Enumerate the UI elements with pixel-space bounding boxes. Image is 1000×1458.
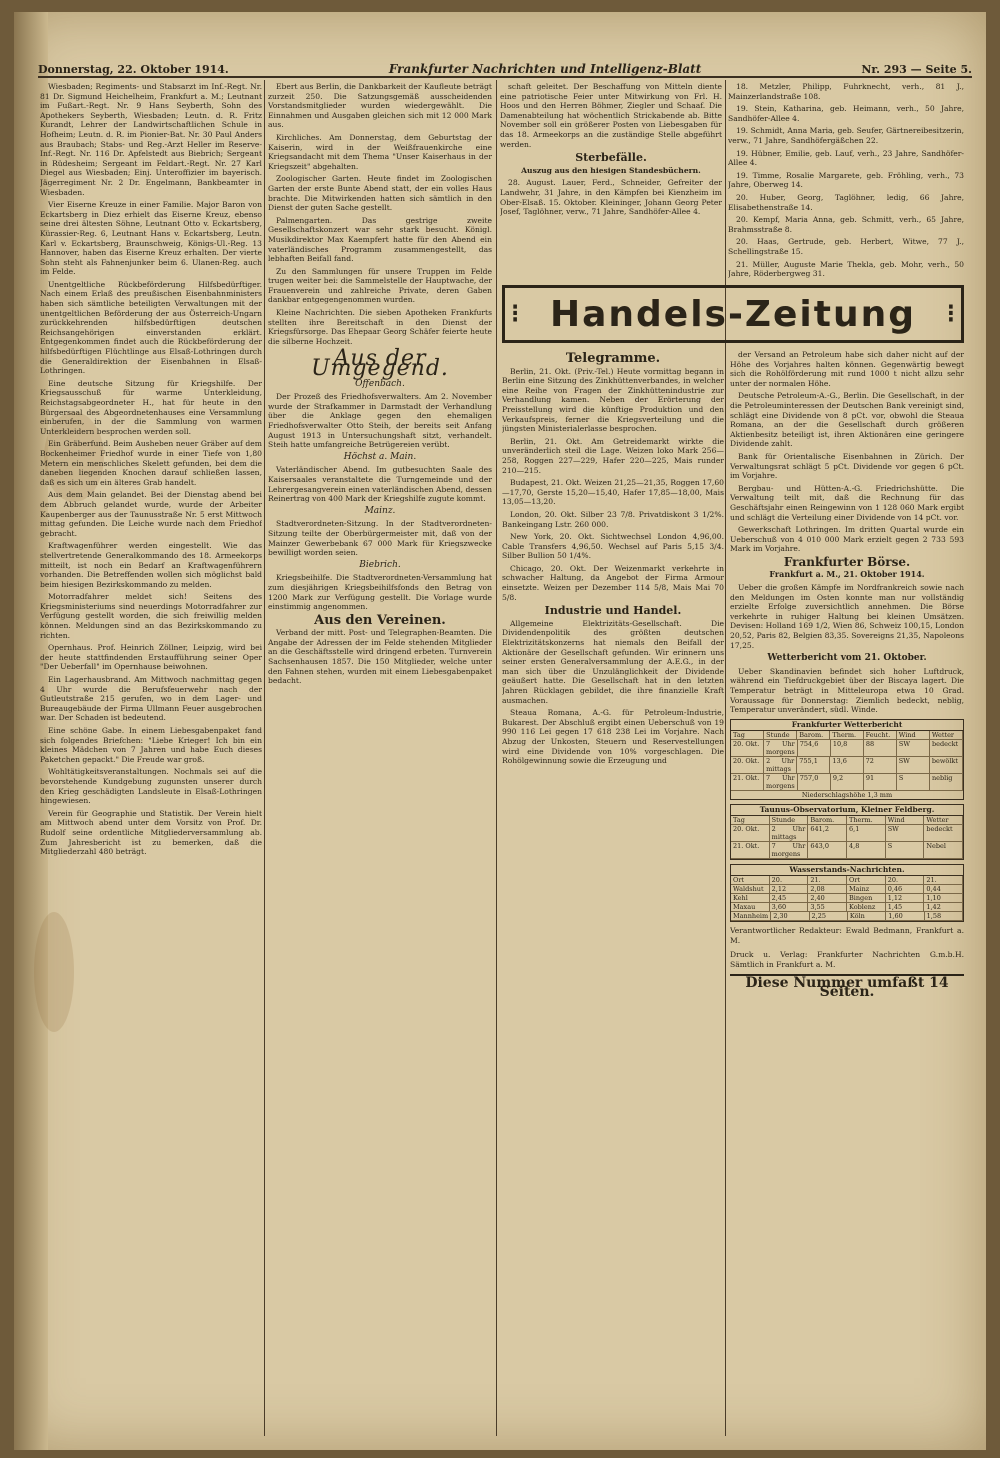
article-paragraph: Eine deutsche Sitzung für Kriegshilfe. Der Kriegsausschuß für warme Unterkleidung, Reichstagsabgeordneter H., hat für heute in den Bürgersaal des Abgeordnetenhauses eine Versammlung einberufen, in der die Sammlung von warmen Unterkleidern besprochen werden soll. [40, 378, 262, 436]
table-title: Frankfurter Wetterbericht [731, 720, 963, 731]
table-header: Wetter [930, 731, 963, 739]
table-cell: Köln [848, 912, 886, 920]
table-cell: 1,45 [886, 903, 925, 911]
table-cell: 1,60 [886, 912, 924, 920]
article-paragraph: Vier Eiserne Kreuze in einer Familie. Major Baron von Eckartsberg in Diez erhielt das Eiserne Kreuz, ebenso seine drei ältesten Söhne, Leutnant Otto v. Eckartsberg, Kürassier-Reg. 6, Leutnant Hans v. Eckartsberg, Leutn. Karl v. Eckartsberg, Braunschweig, Königs-Ul.-Reg. 13 Hannover, haben das Eiserne Kreuz erhalten. Der vierte Sohn steht als Fahnenjunker beim 6. Ulanen-Reg. auch im Felde. [40, 200, 262, 277]
table-cell: 0,46 [886, 885, 925, 893]
article-paragraph: Opernhaus. Prof. Heinrich Zöllner, Leipzig, wird bei der heute stattfindenden Erstaufführung seiner Oper "Der Ueberfall" im Opernhause beiwohnen. [40, 643, 262, 672]
article-paragraph: Ein Lagerhausbrand. Am Mittwoch nachmittag gegen 4 Uhr wurde die Berufsfeuerwehr nach der Gutleutstraße 215 gerufen, wo in dem Lager- und Bureaugebäude der Firma Ullmann Feuer ausgebrochen war. Der Schaden ist bedeutend. [40, 675, 262, 723]
table-cell: Maxau [731, 903, 770, 911]
place-heading: Mainz. [364, 505, 396, 516]
article-paragraph: Budapest, 21. Okt. Weizen 21,25—21,35, Roggen 17,60—17,70, Gerste 15,20—15,40, Hafer 17,85—18,00, Mais 13,05—13,20. [502, 478, 724, 507]
table-cell: 1,12 [886, 894, 925, 902]
list-item: 19. Hübner, Emilie, geb. Lauf, verh., 23 Jahre, Sandhöfer-Allee 4. [728, 148, 964, 168]
table-header: Wetter [924, 816, 963, 824]
table-cell: 643,0 [808, 842, 847, 858]
table-row [731, 894, 963, 903]
table-cell: 9,2 [831, 774, 864, 790]
table-header: Barom. [797, 731, 830, 739]
table-cell: 2,08 [808, 885, 847, 893]
table-cell: 3,60 [770, 903, 809, 911]
table-header: Therm. [830, 731, 863, 739]
table-cell: SW [886, 825, 925, 841]
table-cell: 2,30 [771, 912, 809, 920]
table-header: Stunde [770, 816, 809, 824]
table-header: Ort [731, 876, 770, 884]
column-boerse [730, 350, 964, 1440]
table-header-row [731, 731, 963, 740]
table-row [731, 903, 963, 912]
column-rule [496, 80, 497, 1436]
table-cell: 754,6 [798, 740, 831, 756]
masthead-page: Nr. 293 — Seite 5. [861, 63, 972, 76]
article-paragraph: Der Prozeß des Friedhofsverwalters. Am 2. November wurde der Strafkammer in Darmstadt der Verhandlung über die Anklage gegen den ehemaligen Friedhofsverwalter Otto Steih, der bereits seit Anfang August 1913 in Untersuchungshaft sitzt, verhandelt. Steih hatte umfangreiche Betrügereien verübt. [268, 392, 492, 450]
publisher-line: Druck u. Verlag: Frankfurter Nachrichten G.m.b.H. Sämtlich in Frankfurt a. M. [730, 949, 964, 969]
newspaper-page [14, 12, 986, 1450]
table-header: Feucht. [864, 731, 897, 739]
section-heading-wetter: Wetterbericht vom 21. Oktober. [767, 653, 927, 664]
table-header: 21. [808, 876, 847, 884]
table-cell: 755,1 [797, 757, 830, 773]
section-heading-boerse: Frankfurter Börse. [783, 554, 911, 569]
table-cell: Mainz [847, 885, 886, 893]
section-heading-sterbefaelle: Sterbefälle. [575, 151, 647, 165]
water-level-table [730, 864, 964, 922]
observatory-table [730, 804, 964, 860]
table-cell: Kehl [731, 894, 770, 902]
table-cell: Koblenz [847, 903, 886, 911]
column-city-news [268, 82, 492, 1436]
table-header: 20. [770, 876, 809, 884]
table-header-row [731, 876, 963, 885]
list-item: 20. Huber, Georg, Taglöhner, ledig, 66 Jahre, Elisabethenstraße 14. [728, 192, 964, 212]
column-local-news [40, 82, 262, 1436]
article-paragraph: Zoologischer Garten. Heute findet im Zoologischen Garten der erste Bunte Abend statt, der ein volles Haus brachte. Die Mitwirkenden hatten sich sämtlich in den Dienst der guten Sache gestellt. [268, 174, 492, 213]
table-title: Taunus-Observatorium, Kleiner Feldberg. [731, 805, 963, 816]
article-paragraph: Zu den Sammlungen für unsere Truppen im Felde trugen weiter bei: die Sammelstelle der Hauptwache, der Frauenverein und zahlreiche Private, deren Gaben dankbar entgegengenommen wurden. [268, 266, 492, 305]
table-cell: 21. Okt. [731, 774, 764, 790]
weather-table [730, 719, 964, 800]
article-paragraph: schaft geleitet. Der Beschaffung von Mitteln diente eine patriotische Feier unter Mitwirkung von Frl. H. Hoos und den Herren Böhmer, Ziegler und Schaaf. Die Damenabteilung hat wöchentlich Strickabende ab. Bitte November soll ein größerer Posten von Liebesgaben für das 18. Armeekorps an die zuständige Stelle abgeführt werden. [500, 82, 722, 149]
article-paragraph: 28. August. Lauer, Ferd., Schneider, Gefreiter der Landwehr, 31 Jahre, in den Kämpfen bei Kienzheim im Ober-Elsaß. 15. Oktober. Kleininger, Johann Georg Peter Josef, Taglöhner, verw., 71 Jahre, Sandhöfer-Allee 4. [500, 178, 722, 217]
sterbe-subheading: Auszug aus den hiesigen Standesbüchern. [521, 165, 701, 175]
article-paragraph: Berlin, 21. Okt. (Priv.-Tel.) Heute vormittag begann in Berlin eine Sitzung des Zinkhüttenverbandes, in welcher eine Reihe von Fragen der Zinkhüttenindustrie zur Verhandlung kamen. Neben der Erörterung der Preisstellung wird die künftige Produktion und den Verkaufspreis, ferner die Kriegsverteilung und die jüngsten Ministerialerlasse besprochen. [502, 366, 724, 434]
article-paragraph: London, 20. Okt. Silber 23 7/8. Privatdiskont 3 1/2%. Bankeingang Lstr. 260 000. [502, 509, 724, 529]
article-paragraph: Berlin, 21. Okt. Am Getreidemarkt wirkte die unveränderlich steil die Lage. Weizen loko Mark 256—258, Roggen 227—229, Hafer 220—225, Mais runder 210—215. [502, 436, 724, 475]
table-cell: 641,2 [808, 825, 847, 841]
article-paragraph: Verband der mitt. Post- und Telegraphen-Beamten. Die Angabe der Adressen der im Felde stehenden Mitglieder an die Geschäftsstelle wird dringend erbeten. Turnverein Sachsenhausen 1857. Die 150 Mitglieder, welche unter den Fahnen stehen, wurden mit einem Liebesgabenpaket bedacht. [268, 628, 492, 686]
column-rule [725, 80, 726, 1436]
table-cell: bewölkt [930, 757, 963, 773]
article-paragraph: New York, 20. Okt. Sichtwechsel London 4,96,00. Cable Transfers 4,96,50. Wechsel auf Paris 5,15 3/4. Silber Bullion 50 1/4%. [502, 532, 724, 561]
table-cell: 20. Okt. [731, 825, 770, 841]
table-row [731, 912, 963, 921]
list-item: 19. Schmidt, Anna Maria, geb. Seufer, Gärtnereibesitzerin, verw., 71 Jahre, Sandhöfergäßchen 22. [728, 126, 964, 145]
column-deaths [500, 82, 722, 277]
article-paragraph: Chicago, 20. Okt. Der Weizenmarkt verkehrte in schwacher Haltung, da Angebot der Firma Armour einsetzte. Weizen per Dezember 114 5/8, Mais Mai 70 5/8. [502, 563, 724, 602]
article-paragraph: Unentgeltliche Rückbeförderung Hilfsbedürftiger. Nach einem Erlaß des preußischen Eisenbahnministers haben sich sämtliche beteiligten Verwaltungen mit der unentgeltlichen Beförderung der aus Österreich-Ungarn zurückkehrenden hilfsbedürftigen deutschen Reichsangehörigen einverstanden erklärt. Entgegenkommen findet auch die Rückbeförderung der hilfsbedürftigen Flüchtlinge aus Elsaß-Lothringen durch die Generaldirektion der Eisenbahnen in Elsaß-Lothringen. [40, 279, 262, 376]
table-cell: 88 [864, 740, 897, 756]
table-cell: 72 [864, 757, 897, 773]
article-paragraph: Gewerkschaft Lothringen. Im dritten Quartal wurde ein Ueberschuß von 4 010 000 Mark erzielt gegen 2 733 593 Mark im Vorjahre. [730, 525, 964, 554]
list-item: 20. Kempf, Maria Anna, geb. Schmitt, verh., 65 Jahre, Brahmsstraße 8. [728, 215, 964, 234]
table-row [731, 740, 963, 757]
table-cell: SW [897, 757, 930, 773]
table-cell: 6,1 [847, 825, 886, 841]
table-cell: Bingen [847, 894, 886, 902]
article-paragraph: Wiesbaden; Regiments- und Stabsarzt im Inf.-Regt. Nr. 81 Dr. Sigmund Heichelheim, Frankfurt a. M.; Leutnant im Fußart.-Regt. Nr. 9 Hans Seyberth, Sohn des Apothekers Seyberth, Wiesbaden; Leutn. d. R. Fritz Kurandt, Lehrer der Landwirtschaftlichen Schule in Hofheim; Leutn. d. R. im Pionier-Bat. Nr. 30 Paul Anders aus Braubach; Stabs- und Reg.-Arzt Heller im Reserve-Inf.-Regt. Nr. 116 Dr. Apfelstedt aus Biebrich; Sergeant in Rüdesheim; Sergeant im Feldart.-Regt. Nr. 27 Karl Diegel aus Wiesbaden; Einj. Unteroffizier im bayerisch. Jägerregiment Nr. 2 Dr. Engelmann, Bankbeamter in Wiesbaden. [40, 82, 262, 197]
table-cell: 2 Uhr mittags [770, 825, 809, 841]
table-cell: 7 Uhr morgens [764, 774, 798, 790]
table-cell: 7 Uhr morgens [764, 740, 798, 756]
table-cell: S [897, 774, 930, 790]
section-heading-telegramme: Telegramme. [565, 351, 661, 366]
masthead-date: Donnerstag, 22. Oktober 1914. [38, 63, 229, 76]
editor-line: Verantwortlicher Redakteur: Ewald Bedmann, Frankfurt a. M. [730, 925, 964, 945]
table-header: Wind [886, 816, 925, 824]
place-heading: Höchst a. Main. [343, 451, 417, 462]
table-header: Ort [847, 876, 886, 884]
table-cell: bedeckt [930, 740, 963, 756]
list-item: 19. Stein, Katharina, geb. Heimann, verh., 50 Jahre, Sandhöfer-Allee 4. [728, 104, 964, 123]
section-heading-vereine: Aus den Vereinen. [314, 612, 446, 628]
masthead [38, 54, 972, 78]
place-heading: Biebrich. [359, 559, 401, 570]
masthead-title: Frankfurter Nachrichten und Intelligenz-Blatt [388, 62, 702, 76]
table-cell: Waldshut [731, 885, 770, 893]
table-header: Wind [897, 731, 930, 739]
table-row [731, 757, 963, 774]
table-cell: 757,0 [798, 774, 831, 790]
table-cell: 21. Okt. [731, 842, 770, 858]
article-paragraph: Palmengarten. Das gestrige zweite Gesellschaftskonzert war sehr stark besucht. Königl. Musikdirektor Max Kaempfert hatte für den Abend ein vaterländisches Programm zusammengestellt, das lebhaften Beifall fand. [268, 215, 492, 264]
article-paragraph: Ueber Skandinavien befindet sich hoher Luftdruck, während ein Tiefdruckgebiet über der Biscaya lagert. Die Temperatur beträgt in Mitteleuropa etwa 10 Grad. Voraussage für Donnerstag: Ziemlich bedeckt, neblig, Temperatur unverändert, südl. Winde. [730, 666, 964, 715]
table-cell: 1,10 [924, 894, 963, 902]
article-paragraph: Ein Gräberfund. Beim Ausheben neuer Gräber auf dem Bockenheimer Friedhof wurde in einer Tiefe von 1,80 Metern ein menschliches Skelett gefunden, bei dem die daneben liegenden Knochen darauf schließen lassen, daß es sich um ein älteres Grab handelt. [40, 439, 262, 487]
article-paragraph: Aus dem Main gelandet. Bei der Dienstag abend bei dem Abbruch gelandet wurde, wurde der Arbeiter Kaupenberger aus der Taunusstraße Nr. 5 erst Mittwoch mittag gefunden. Die Leiche wurde nach dem Friedhof gebracht. [40, 490, 262, 538]
handels-zeitung-banner [502, 285, 964, 343]
table-header: Stunde [764, 731, 797, 739]
table-title: Wasserstands-Nachrichten. [731, 865, 963, 876]
article-paragraph: Ebert aus Berlin, die Dankbarkeit der Kaufleute beträgt zurzeit 250. Die Satzungsgemäß ausscheidenden Vorstandsmitglieder wurden wiedergewählt. Die Einnahmen und Ausgaben gleichen sich mit 12 000 Mark aus. [268, 82, 492, 130]
article-paragraph: Kraftwagenführer werden eingestellt. Wie das stellvertretende Generalkommando des 18. Armeekorps mitteilt, ist noch ein Bedarf an Kraftwagenführern vorhanden. Die Betreffenden wollen sich möglichst bald beim hiesigen Bezirkskommando zu melden. [40, 541, 262, 589]
table-cell: 2,45 [770, 894, 809, 902]
article-paragraph: Steaua Romana, A.-G. für Petroleum-Industrie, Bukarest. Der Abschluß ergibt einen Ueberschuß von 19 990 116 Lei gegen 17 618 238 Lei im Vorjahre. Nach Abzug der Unkosten, Steuern und Reservestellungen wird eine Dividende von 10% vorgeschlagen. Die Rohölgewinnung sowie die Erzeugung und [502, 708, 724, 766]
section-heading-industrie: Industrie und Handel. [544, 604, 682, 618]
article-paragraph: Deutsche Petroleum-A.-G., Berlin. Die Gesellschaft, in der die Petroleuminteressen der Deutschen Bank vereinigt sind, schlägt eine Dividende von 8 pCt. vor, obwohl die Steaua Romana, an der die Gesellschaft durch größeren Aktienbesitz beteiligt ist, ihren Aktionären eine geringere Dividende zahlt. [730, 391, 964, 449]
article-paragraph: Kirchliches. Am Donnerstag, dem Geburtstag der Kaiserin, wird in der Weißfrauenkirche eine Kriegsandacht mit dem Thema "Unser Kaiserhaus in der Kriegszeit" abgehalten. [268, 132, 492, 171]
table-cell: 20. Okt. [731, 757, 764, 773]
table-cell: 91 [864, 774, 897, 790]
table-row [731, 842, 963, 859]
table-cell: 7 Uhr morgens [770, 842, 809, 858]
article-paragraph: Ueber die großen Kämpfe im Nordfrankreich sowie nach den Meldungen im Osten konnte man nur vollständig erzielte Erfolge zuversichtlich annehmen. Die Börse verkehrte in ruhiger Haltung bei kleinen Umsätzen. Devisen: Holland 169 1/2, Wien 86, Schweiz 100,15, London 20,52, Paris 82, Belgien 83,35. Sovereigns 21,35, Napoleons 17,25. [730, 583, 964, 650]
article-paragraph: Kleine Nachrichten. Die sieben Apotheken Frankfurts stellten ihre Bereitschaft in den Dienst der Kriegsfürsorge. Das Ehepaar Georg Schäfer feierte heute die silberne Hochzeit. [268, 308, 492, 346]
table-cell: SW [897, 740, 930, 756]
table-cell: 3,55 [808, 903, 847, 911]
table-header: 20. [886, 876, 925, 884]
section-heading-umgegend: Aus der Umgegend. [311, 346, 449, 382]
table-header: 21. [924, 876, 963, 884]
table-header: Tag [731, 731, 764, 739]
table-row [731, 885, 963, 894]
column-death-list [728, 82, 964, 282]
article-paragraph: Allgemeine Elektrizitäts-Gesellschaft. Die Dividendenpolitik des größten deutschen Elektrizitätskonzerns hat niemals den Beifall der Aktionäre der Gesellschaft gefunden. Wir erinnern uns seiner ersten Generalversammlung der A.E.G., in der man sich über die Unzulänglichkeit der Dividende geäußert hatte. Die Gesellschaft hat in den letzten Jahren Rücklagen gebildet, die ihre finanzielle Kraft ausmachen. [502, 618, 724, 705]
article-paragraph: der Versand an Petroleum habe sich daher nicht auf der Höhe des Vorjahres halten können. Gegenwärtig bewegt sich die Rohölförderung mit rund 1000 t nicht allzu sehr unter der normalen Höhe. [730, 350, 964, 388]
table-cell: 2,12 [770, 885, 809, 893]
table-cell: 13,6 [830, 757, 863, 773]
table-cell: 2 Uhr mittags [764, 757, 797, 773]
article-paragraph: Verein für Geographie und Statistik. Der Verein hielt am Mittwoch abend unter dem Vorsitz von Prof. Dr. Rudolf seine ordentliche Mitgliederversammlung ab. Zum Jahresbericht ist zu bemerken, daß die Mitgliederzahl 480 beträgt. [40, 808, 262, 857]
ornament-mark: ⁝ [511, 299, 520, 329]
table-footer: Niederschlagshöhe 1,3 mm [801, 790, 893, 799]
article-paragraph: Kriegsbeihilfe. Die Stadtverordneten-Versammlung hat zum diesjährigen Kriegsbeihilfsfonds den Betrag von 1200 Mark zur Verfügung gestellt. Die Vorlage wurde einstimmig angenommen. [268, 573, 492, 612]
table-header: Tag [731, 816, 770, 824]
table-cell: 1,42 [924, 903, 963, 911]
table-cell: 1,58 [925, 912, 963, 920]
page-count-notice: Diese Nummer umfaßt 14 Seiten. [730, 974, 964, 998]
table-cell: 0,44 [924, 885, 963, 893]
list-item: 19. Timme, Rosalie Margarete, geb. Fröhling, verh., 73 Jahre, Oberweg 14. [728, 170, 964, 190]
table-cell: bedeckt [924, 825, 963, 841]
table-header: Therm. [847, 816, 886, 824]
article-paragraph: Eine schöne Gabe. In einem Liebesgabenpaket fand sich folgendes Briefchen: "Liebe Krieger! Ich bin ein kleines Mädchen von 7 Jahren und habe Euch dieses Paketchen gepackt." Die Freude war groß. [40, 726, 262, 764]
article-paragraph: Bergbau- und Hütten-A.-G. Friedrichshütte. Die Verwaltung teilt mit, daß die Rechnung für das Geschäftsjahr einen Reingewinn von 1 128 060 Mark ergibt und schlägt die Verteilung einer Dividende von 14 pCt. vor. [730, 483, 964, 522]
handels-zeitung-title: Handels-Zeitung [549, 293, 917, 335]
article-paragraph: Bank für Orientalische Eisenbahnen in Zürich. Der Verwaltungsrat schlägt 5 pCt. Dividende vor gegen 6 pCt. im Vorjahre. [730, 451, 964, 481]
table-cell: 20. Okt. [731, 740, 764, 756]
table-header: Barom. [808, 816, 847, 824]
table-cell: Mannheim [731, 912, 771, 920]
table-cell: 10,8 [831, 740, 864, 756]
list-item: 21. Müller, Auguste Marie Thekla, geb. Mohr, verh., 50 Jahre, Röderbergweg 31. [728, 259, 964, 279]
list-item: 18. Metzler, Philipp, Fuhrknecht, verh., 81 J., Mainzerlandstraße 108. [728, 82, 964, 101]
table-row [731, 774, 963, 791]
table-cell: 2,40 [808, 894, 847, 902]
table-cell: 4,8 [847, 842, 886, 858]
table-header-row [731, 816, 963, 825]
table-cell: 2,25 [810, 912, 848, 920]
list-item: 20. Haas, Gertrude, geb. Herbert, Witwe, 77 J., Schellingstraße 15. [728, 237, 964, 256]
article-paragraph: Vaterländischer Abend. Im gutbesuchten Saale des Kaisersaales veranstaltete die Turngemeinde und der Lehrergesangverein einen vaterländischen Abend, dessen Reinertrag von 400 Mark der Kriegshilfe zugute kommt. [268, 465, 492, 504]
place-heading: Offenbach. [355, 378, 405, 389]
table-row [731, 825, 963, 842]
table-cell: S [886, 842, 925, 858]
article-paragraph: Motorradfahrer meldet sich! Seitens des Kriegsministeriums sind neuerdings Motorradfahrer zur Verfügung gestellt worden, die sich freiwillig melden können. Meldungen sind an das Bezirkskommando zu richten. [40, 592, 262, 640]
article-paragraph: Wohltätigkeitsveranstaltungen. Nochmals sei auf die bevorstehende Kundgebung zugunsten unserer durch den Krieg geschädigten Landsleute in Elsaß-Lothringen hingewiesen. [40, 767, 262, 806]
table-cell: neblig [930, 774, 963, 790]
boerse-dateline: Frankfurt a. M., 21. Oktober 1914. [769, 569, 925, 580]
ornament-mark: ⁝ [946, 299, 955, 329]
table-cell: Nebel [924, 842, 963, 858]
column-rule [264, 80, 265, 1436]
article-paragraph: Stadtverordneten-Sitzung. In der Stadtverordneten-Sitzung teilte der Oberbürgermeister mit, daß von der Mainzer Gewerbebank 67 000 Mark für Kriegszwecke bewilligt worden seien. [268, 519, 492, 558]
column-telegrams [502, 350, 724, 1440]
